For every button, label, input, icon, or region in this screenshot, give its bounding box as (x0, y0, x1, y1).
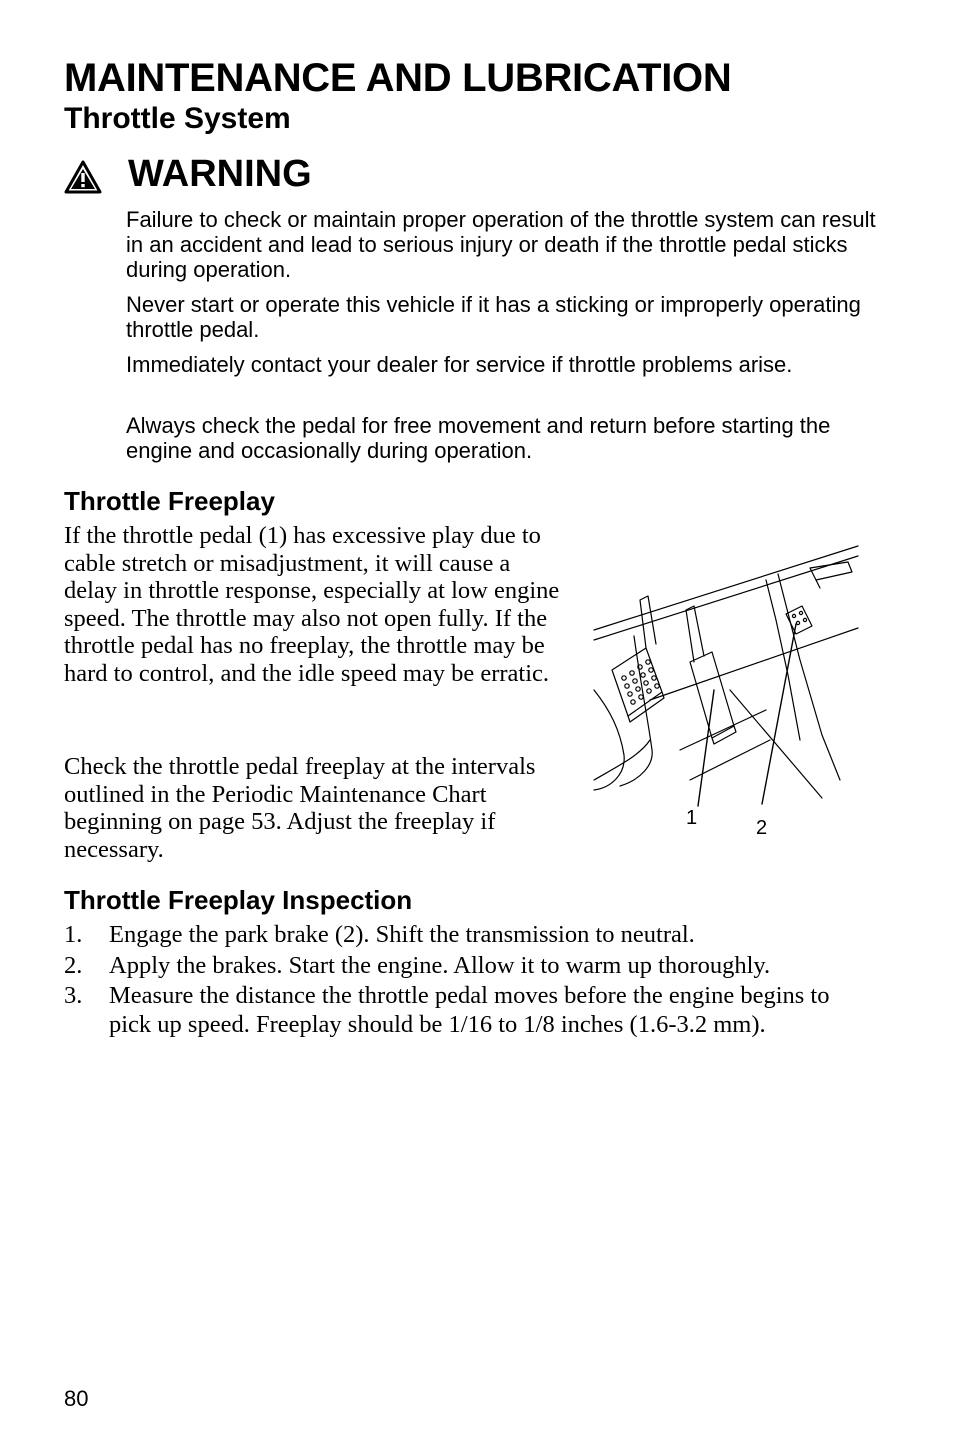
inspection-heading: Throttle Freeplay Inspection (64, 885, 413, 915)
freeplay-heading: Throttle Freeplay (64, 486, 275, 516)
step-number: 1. (64, 921, 83, 948)
list-item (64, 982, 854, 1039)
warning-paragraph: Never start or operate this vehicle if it has a sticking or improperly operating throttle pedal. (126, 292, 861, 342)
step-number: 3. (64, 982, 83, 1009)
list-item (64, 921, 854, 950)
warning-paragraph: Failure to check or maintain proper operation of the throttle system can result in an accident and lead to serious injury or death if the throttle pedal sticks during operation. (126, 207, 876, 282)
step-text: Engage the park brake (2). Shift the transmission to neutral. (109, 921, 695, 948)
throttle-pedal-illustration (590, 540, 866, 840)
section-title: MAINTENANCE AND LUBRICATION (64, 56, 732, 100)
warning-heading: WARNING (128, 153, 312, 195)
callout-2: 2 (756, 817, 768, 839)
callout-1: 1 (686, 807, 698, 829)
step-number: 2. (64, 951, 83, 979)
warning-paragraph: Immediately contact your dealer for service if throttle problems arise. (126, 352, 793, 377)
subsection-title: Throttle System (64, 102, 291, 135)
freeplay-paragraph: If the throttle pedal (1) has excessive play due to cable stretch or misadjustment, it will cause a delay in throttle response, especially at low engine speed. The throttle may also not open fully. If the throttle pedal has no freeplay, the throttle may be hard to control, and the idle speed may be erratic. (64, 522, 560, 687)
warning-triangle-icon (64, 160, 102, 194)
list-item (64, 952, 854, 981)
inspection-steps (64, 921, 854, 1041)
freeplay-paragraph: Check the throttle pedal freeplay at the intervals outlined in the Periodic Maintenance Chart beginning on page 53. Adjust the freeplay if necessary. (64, 753, 536, 863)
step-text: Apply the brakes. Start the engine. Allow it to warm up thoroughly. (109, 951, 771, 979)
page-number: 80 (64, 1386, 89, 1411)
warning-paragraph: Always check the pedal for free movement and return before starting the engine and occasionally during operation. (126, 413, 831, 463)
step-text: Measure the distance the throttle pedal moves before the engine begins to pick up speed. Freeplay should be 1/16 to 1/8 inches (1.6-3.2 mm). (109, 982, 830, 1038)
